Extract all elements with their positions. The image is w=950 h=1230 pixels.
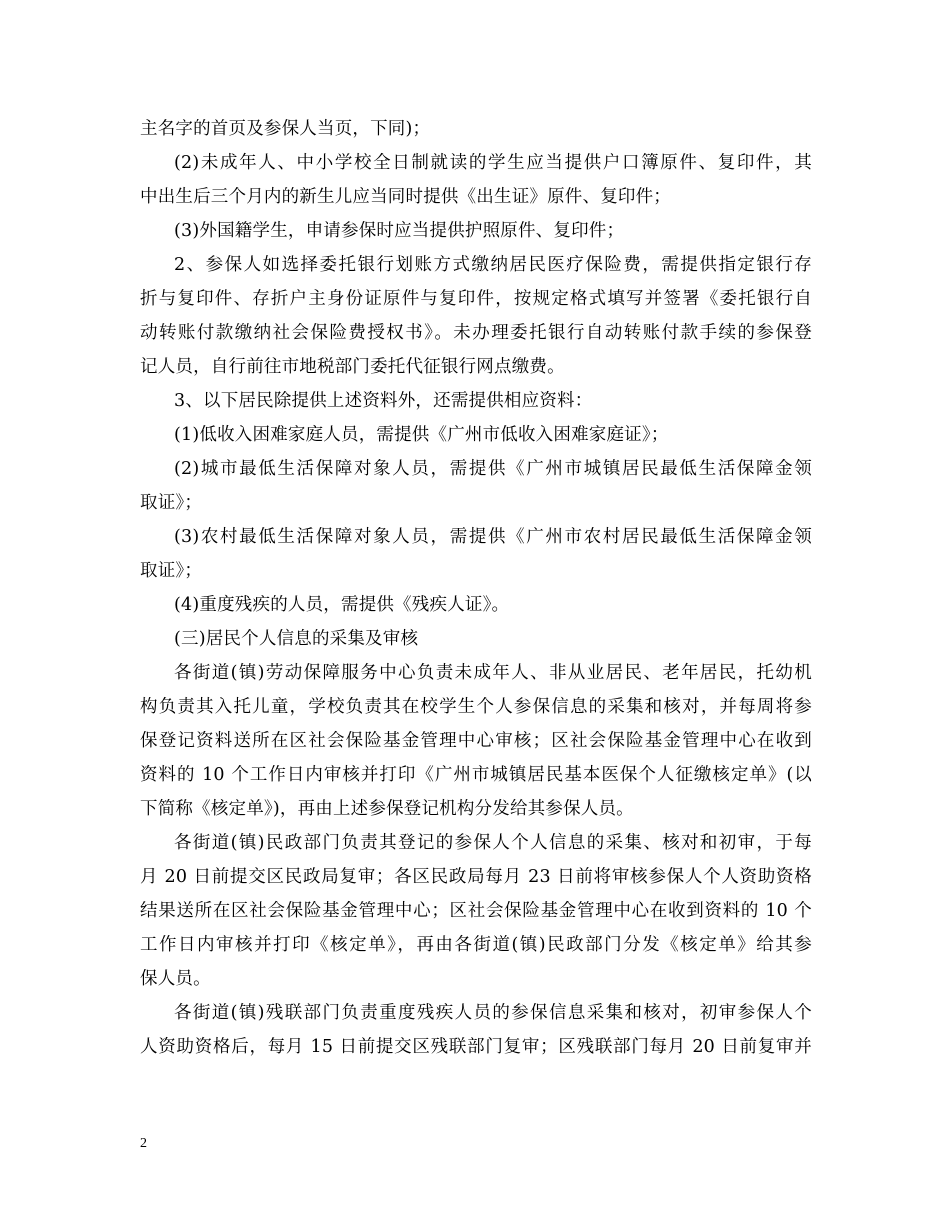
text-line: 动转账付款缴纳社会保险费授权书》。未办理委托银行自动转账付款手续的参保登 — [140, 323, 812, 343]
text-line: 各街道(镇)劳动保障服务中心负责未成年人、非从业居民、老年居民，托幼机 — [174, 663, 812, 683]
text-line: (2)城市最低生活保障对象人员，需提供《广州市城镇居民最低生活保障金领 — [174, 459, 812, 479]
section-heading: (三)居民个人信息的采集及审核 — [174, 629, 419, 649]
text-line: 结果送所在区社会保险基金管理中心；区社会保险基金管理中心在收到资料的 10 个 — [140, 901, 812, 921]
text-line: 月 20 日前提交区民政局复审；各区民政局每月 23 日前将审核参保人个人资助资格 — [140, 867, 812, 887]
text-line: 构负责其入托儿童，学校负责其在校学生个人参保信息的采集和核对，并每周将参 — [140, 697, 812, 717]
text-line: 取证》； — [140, 493, 203, 513]
text-line: 折与复印件、存折户主身份证原件与复印件，按规定格式填写并签署《委托银行自 — [140, 289, 812, 309]
page-number: 2 — [140, 1136, 147, 1151]
text-line: 下简称《核定单》)，再由上述参保登记机构分发给其参保人员。 — [140, 799, 634, 819]
text-line: (2)未成年人、中小学校全日制就读的学生应当提供户口簿原件、复印件，其 — [174, 153, 812, 173]
text-line: 取证》； — [140, 561, 203, 581]
text-line: 各街道(镇)残联部门负责重度残疾人员的参保信息采集和核对，初审参保人个 — [174, 1003, 812, 1023]
text-line: 各街道(镇)民政部门负责其登记的参保人个人信息的采集、核对和初审，于每 — [174, 833, 812, 853]
text-line: 保人员。 — [140, 969, 211, 989]
text-line: (3)外国籍学生，申请参保时应当提供护照原件、复印件； — [174, 221, 625, 241]
text-line: 保登记资料送所在区社会保险基金管理中心审核；区社会保险基金管理中心在收到 — [140, 731, 812, 751]
text-line: 记人员，自行前往市地税部门委托代征银行网点缴费。 — [140, 357, 565, 377]
text-line: 人资助资格后，每月 15 日前提交区残联部门复审；区残联部门每月 20 日前复审并 — [140, 1037, 812, 1057]
text-line: 工作日内审核并打印《核定单》，再由各街道(镇)民政部门分发《核定单》给其参 — [140, 935, 812, 955]
text-line: (4)重度残疾的人员，需提供《残疾人证》。 — [174, 595, 510, 615]
text-line: 中出生后三个月内的新生儿应当同时提供《出生证》原件、复印件； — [140, 187, 671, 207]
text-line: (1)低收入困难家庭人员，需提供《广州市低收入困难家庭证》； — [174, 425, 669, 445]
text-line: 2、参保人如选择委托银行划账方式缴纳居民医疗保险费，需提供指定银行存 — [174, 255, 812, 275]
text-line: (3)农村最低生活保障对象人员，需提供《广州市农村居民最低生活保障金领 — [174, 527, 812, 547]
text-line: 3、以下居民除提供上述资料外，还需提供相应资料： — [174, 391, 593, 411]
text-line: 资料的 10 个工作日内审核并打印《广州市城镇居民基本医保个人征缴核定单》(以 — [140, 765, 812, 785]
document-body — [140, 112, 812, 1064]
text-line: 主名字的首页及参保人当页，下同)； — [140, 119, 431, 139]
